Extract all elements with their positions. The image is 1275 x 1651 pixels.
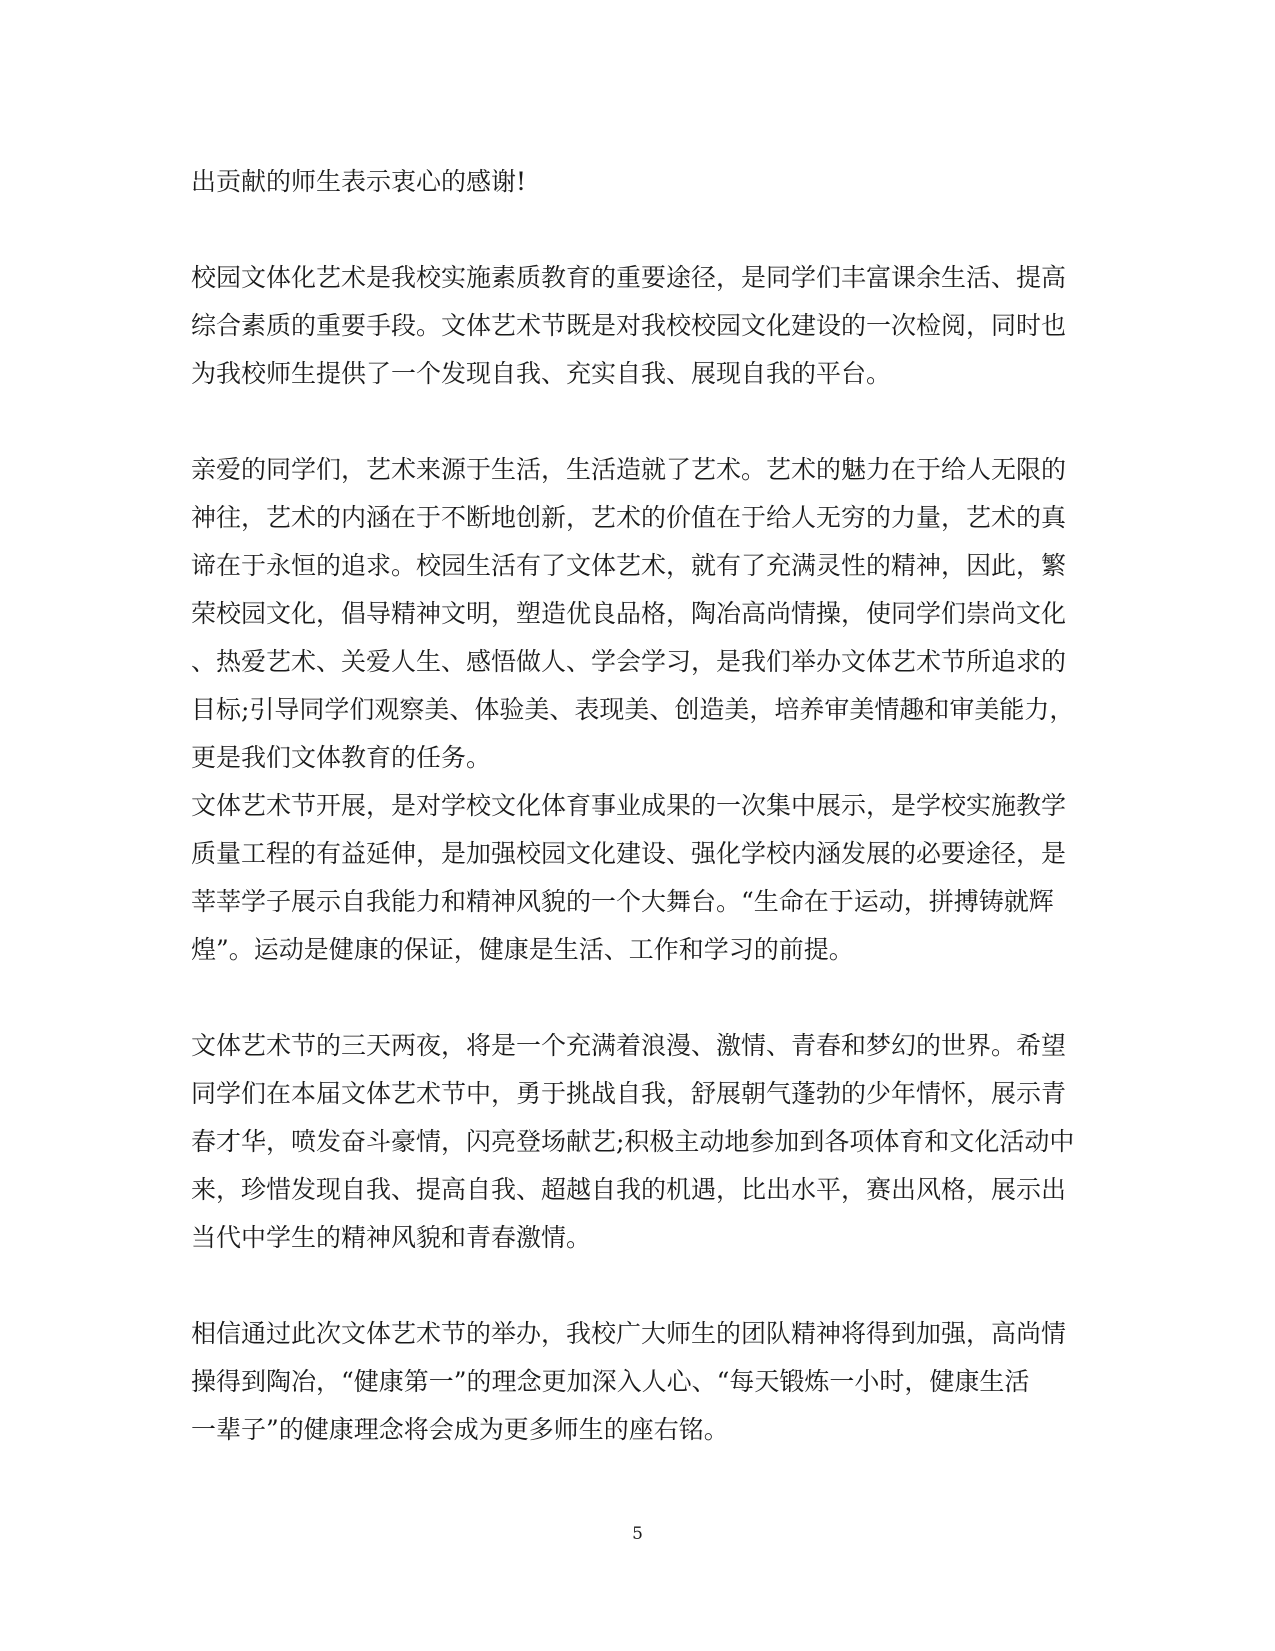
text-line: 为我校师生提供了一个发现自我、充实自我、展现自我的平台。 [191,359,892,388]
text-line: 来，珍惜发现自我、提高自我、超越自我的机遇，比出水平，赛出风格，展示出 [191,1175,1067,1204]
paragraph-gap [191,398,1071,446]
paragraph [191,1310,1071,1454]
page-number: 5 [632,1524,643,1544]
text-line: 质量工程的有益延伸，是加强校园文化建设、强化学校内涵发展的必要途径，是 [191,839,1067,868]
text-line: 相信通过此次文体艺术节的举办，我校广大师生的团队精神将得到加强，高尚情 [191,1319,1067,1348]
paragraph [191,158,1071,206]
text-line: 操得到陶冶，“健康第一”的理念更加深入人心、“每天锻炼一小时，健康生活 [191,1367,1030,1396]
text-line: 一辈子”的健康理念将会成为更多师生的座右铭。 [191,1415,729,1444]
text-line: 煌”。运动是健康的保证，健康是生活、工作和学习的前提。 [191,935,854,964]
text-line: 春才华，喷发奋斗豪情，闪亮登场献艺;积极主动地参加到各项体育和文化活动中 [191,1127,1075,1156]
text-line: 莘莘学子展示自我能力和精神风貌的一个大舞台。“生命在于运动，拼搏铸就辉 [191,887,1054,916]
text-line: 、热爱艺术、关爱人生、感悟做人、学会学习，是我们举办文体艺术节所追求的 [191,647,1067,676]
text-line: 荣校园文化，倡导精神文明，塑造优良品格，陶冶高尚情操，使同学们崇尚文化 [191,599,1067,628]
paragraph-gap [191,206,1071,254]
text-line: 更是我们文体教育的任务。 [191,743,492,772]
text-line: 神往，艺术的内涵在于不断地创新，艺术的价值在于给人无穷的力量，艺术的真 [191,503,1067,532]
text-line: 谛在于永恒的追求。校园生活有了文体艺术，就有了充满灵性的精神，因此，繁 [191,551,1067,580]
text-line: 亲爱的同学们，艺术来源于生活，生活造就了艺术。艺术的魅力在于给人无限的 [191,455,1067,484]
text-line: 目标;引导同学们观察美、体验美、表现美、创造美，培养审美情趣和审美能力， [191,695,1075,724]
text-line: 校园文体化艺术是我校实施素质教育的重要途径，是同学们丰富课余生活、提高 [191,263,1067,292]
paragraph-gap [191,974,1071,1022]
text-line: 综合素质的重要手段。文体艺术节既是对我校校园文化建设的一次检阅，同时也 [191,311,1067,340]
paragraph [191,446,1075,974]
text-line: 文体艺术节的三天两夜，将是一个充满着浪漫、激情、青春和梦幻的世界。希望 [191,1031,1067,1060]
paragraph-gap [191,1262,1071,1310]
text-line: 文体艺术节开展，是对学校文化体育事业成果的一次集中展示，是学校实施教学 [191,791,1067,820]
paragraph [191,254,1071,398]
body-text [191,158,1075,1454]
paragraph [191,1022,1075,1262]
text-line: 同学们在本届文体艺术节中，勇于挑战自我，舒展朝气蓬勃的少年情怀，展示青 [191,1079,1067,1108]
text-line: 当代中学生的精神风貌和青春激情。 [191,1223,592,1252]
text-line: 出贡献的师生表示衷心的感谢! [191,167,527,196]
